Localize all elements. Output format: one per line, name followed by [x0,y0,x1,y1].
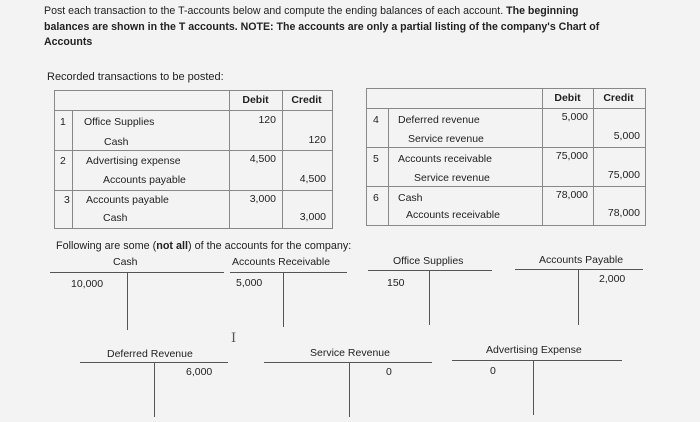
left-row-divider [54,150,332,151]
right-debit-header: Debit [554,92,581,104]
left-entry-account: Accounts payable [86,194,169,206]
t-account-top-line [368,270,492,271]
right-credit-col-line [593,88,594,225]
recorded-title: Recorded transactions to be posted: [47,71,224,83]
right-row-divider [366,186,645,187]
left-entry-debit: 120 [258,114,276,126]
instructions [44,4,684,51]
t-account-debit: 150 [387,277,405,289]
t-account-title: Service Revenue [310,347,390,359]
left-entry-account: Accounts payable [103,174,186,186]
left-header-line [54,110,332,111]
left-entry-account: Advertising expense [86,155,181,167]
t-account-divider [533,360,534,415]
right-header-line [366,108,645,109]
left-row-divider [54,190,332,191]
left-entry-debit: 3,000 [249,193,276,205]
right-entry-debit: 78,000 [555,189,588,201]
right-entry-account: Accounts receivable [406,209,500,221]
left-entry-credit: 120 [308,134,326,146]
right-entry-account: Accounts receivable [398,153,492,165]
t-account-debit: 10,000 [71,278,104,290]
t-account-divider [578,269,579,325]
left-entry-num: 2 [60,155,66,167]
accounts-intro-bold: not all [156,240,189,252]
t-account-title: Office Supplies [393,255,464,267]
left-credit-col-line [282,90,283,228]
t-account-top-line [515,269,643,270]
accounts-intro-text: ) of the accounts for the company: [188,240,352,252]
right-credit-header: Credit [603,92,634,104]
t-account-debit: 0 [386,366,392,378]
t-account-debit: 5,000 [236,277,263,289]
t-account-divider [154,362,155,417]
t-account-title: Advertising Expense [486,344,582,356]
left-entry-num: 1 [60,116,66,128]
left-entry-account: Cash [104,136,129,148]
t-account-top-line [50,272,224,273]
t-account-debit: 0 [490,365,496,377]
right-entry-account: Service revenue [408,133,484,145]
t-account-top-line [452,360,622,361]
right-row-divider [366,147,645,148]
left-debit-header: Debit [242,94,269,106]
right-entry-credit: 5,000 [613,130,640,142]
right-entry-num: 6 [373,192,379,204]
right-entry-num: 4 [373,114,379,126]
right-entry-account: Service revenue [414,172,490,184]
t-account-divider [349,362,350,417]
instructions-line3: Accounts [44,36,93,48]
right-num-col-line [388,108,389,225]
right-entry-debit: 5,000 [561,111,588,123]
accounts-intro [56,240,351,252]
t-account-title: Cash [113,256,138,268]
t-account-divider [283,272,284,327]
t-account-title: Accounts Receivable [232,256,331,268]
t-account-top-line [230,272,347,273]
left-entry-account: Office Supplies [84,116,155,128]
text-cursor-icon: I [231,331,237,346]
accounts-intro-text: Following are some ( [56,240,157,252]
left-entry-debit: 4,500 [249,153,276,165]
right-entry-credit: 78,000 [607,207,640,219]
t-account-top-line [264,362,432,363]
left-credit-header: Credit [291,94,322,106]
instructions-line1-bold: The beginning [506,5,579,17]
left-entry-credit: 4,500 [299,173,326,185]
right-entry-account: Cash [398,192,423,204]
left-entry-num: 3 [64,194,70,206]
right-entry-credit: 75,000 [607,169,640,181]
instructions-line1: Post each transaction to the T-accounts below and compute the ending balances of each account. [44,5,504,17]
t-account-credit: 6,000 [186,366,213,378]
right-entry-num: 5 [373,153,379,165]
right-entry-account: Deferred revenue [398,114,480,126]
left-entry-account: Cash [103,212,128,224]
left-num-col-line [72,110,73,228]
t-account-divider [429,270,430,325]
left-entry-credit: 3,000 [299,211,326,223]
t-account-divider [127,272,128,330]
right-entry-debit: 75,000 [555,150,588,162]
t-account-title: Accounts Payable [539,254,624,266]
instructions-line2: balances are shown in the T accounts. NOTE: The accounts are only a partial listing of the company's Chart of [44,20,600,33]
t-account-credit: 2,000 [599,273,626,285]
t-account-title: Deferred Revenue [107,348,193,360]
